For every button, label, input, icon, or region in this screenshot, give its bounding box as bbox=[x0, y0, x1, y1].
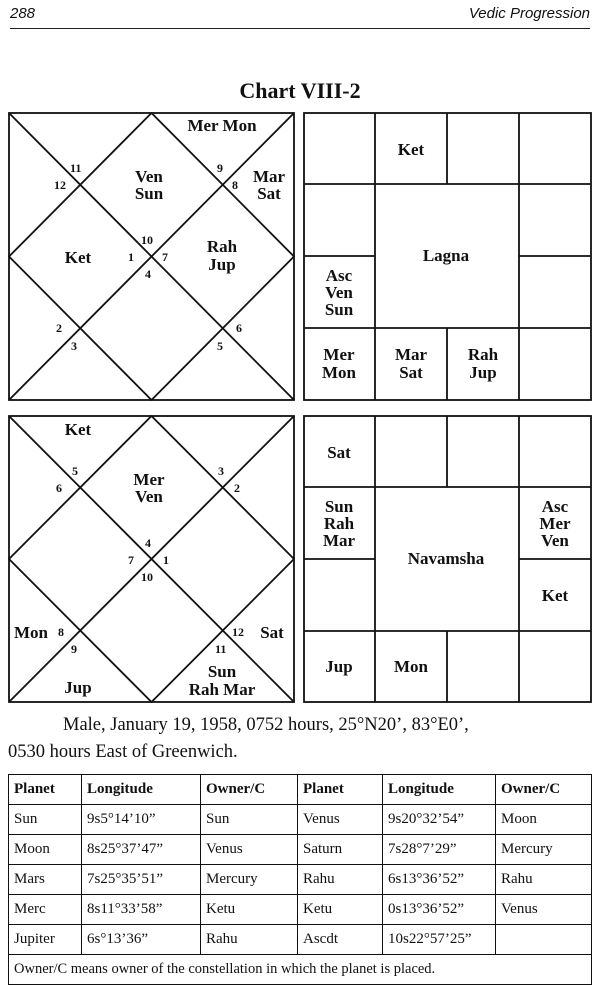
table-cell: Rahu bbox=[298, 865, 383, 895]
table-cell: 9s5°14’10” bbox=[82, 805, 201, 835]
sign-number: 5 bbox=[72, 464, 78, 478]
table-cell: Sun bbox=[9, 805, 82, 835]
house-planets: Sun bbox=[134, 184, 164, 203]
cell-planet: Ven bbox=[325, 283, 353, 302]
table-header-row bbox=[9, 775, 592, 805]
table-cell: Rahu bbox=[496, 865, 592, 895]
table-row bbox=[9, 865, 592, 895]
cell-planet: Mar bbox=[394, 345, 428, 364]
page-number: 288 bbox=[10, 5, 36, 22]
center-label: Navamsha bbox=[407, 549, 485, 568]
sign-number: 6 bbox=[56, 481, 62, 495]
house-planets: Jup bbox=[64, 678, 92, 697]
sign-number: 9 bbox=[217, 161, 223, 175]
cell-planet: Asc bbox=[541, 497, 569, 516]
table-cell: Ascdt bbox=[298, 925, 383, 955]
table-cell: Mercury bbox=[496, 835, 592, 865]
table-cell: Venus bbox=[496, 895, 592, 925]
cell-planet: Sat bbox=[327, 443, 351, 462]
navamsha-north-chart bbox=[8, 415, 295, 703]
house-planets: Mar bbox=[252, 167, 286, 186]
cell-planet: Sun bbox=[324, 300, 354, 319]
table-cell: Jupiter bbox=[9, 925, 82, 955]
table-cell: Venus bbox=[298, 805, 383, 835]
house-planets: Sun bbox=[207, 662, 237, 681]
sign-number: 6 bbox=[236, 321, 242, 335]
sign-number: 2 bbox=[56, 321, 62, 335]
house-planets: Ket bbox=[64, 248, 92, 267]
navamsha-south-chart bbox=[303, 415, 592, 703]
sign-number: 12 bbox=[54, 178, 66, 192]
sign-number: 11 bbox=[70, 161, 82, 175]
cell-planet: Rah bbox=[323, 514, 355, 533]
table-cell: Rahu bbox=[201, 925, 298, 955]
header-planet: Planet bbox=[9, 775, 82, 805]
sign-number: 3 bbox=[218, 464, 224, 478]
house-planets: Mer Mon bbox=[187, 116, 257, 135]
table-row bbox=[9, 925, 592, 955]
table-cell: 10s22°57’25” bbox=[383, 925, 496, 955]
sign-number: 10 bbox=[141, 570, 153, 584]
birth-details-line-1: Male, January 19, 1958, 0752 hours, 25°N20’, 83°E0’, bbox=[63, 715, 469, 735]
book-title: Vedic Progression bbox=[468, 5, 590, 22]
table-row bbox=[9, 835, 592, 865]
sign-number: 9 bbox=[71, 642, 77, 656]
sign-number: 11 bbox=[215, 642, 227, 656]
sign-number: 4 bbox=[145, 536, 151, 550]
cell-planet: Ket bbox=[541, 586, 569, 605]
header-longitude: Longitude bbox=[82, 775, 201, 805]
table-cell: 9s20°32’54” bbox=[383, 805, 496, 835]
sign-number: 10 bbox=[141, 233, 153, 247]
house-planets: Sat bbox=[257, 184, 281, 203]
table-cell: Ketu bbox=[201, 895, 298, 925]
cell-planet: Jup bbox=[325, 657, 353, 676]
sign-number: 1 bbox=[163, 553, 169, 567]
cell-planet: Ven bbox=[541, 531, 569, 550]
house-planets: Rah bbox=[206, 237, 238, 256]
page-header bbox=[10, 2, 590, 29]
chart-title: Chart VIII-2 bbox=[239, 78, 361, 103]
sign-number: 1 bbox=[128, 250, 134, 264]
house-planets: Ven bbox=[135, 167, 163, 186]
table-cell bbox=[496, 925, 592, 955]
table-cell: Moon bbox=[9, 835, 82, 865]
table-row bbox=[9, 805, 592, 835]
cell-planet: Sat bbox=[399, 363, 423, 382]
table-cell: Mars bbox=[9, 865, 82, 895]
birth-details bbox=[8, 712, 598, 766]
house-planets: Sat bbox=[260, 623, 284, 642]
cell-planet: Mar bbox=[322, 531, 356, 550]
sign-number: 3 bbox=[71, 339, 77, 353]
table-cell: 6s°13’36” bbox=[82, 925, 201, 955]
cell-planet: Mer bbox=[539, 514, 571, 533]
header-owner: Owner/C bbox=[496, 775, 592, 805]
cell-planet: Rah bbox=[467, 345, 499, 364]
table-cell: 7s28°7’29” bbox=[383, 835, 496, 865]
sign-number: 8 bbox=[58, 625, 64, 639]
table-cell: 6s13°36’52” bbox=[383, 865, 496, 895]
house-planets: Mer bbox=[133, 470, 165, 489]
table-cell: Saturn bbox=[298, 835, 383, 865]
header-planet: Planet bbox=[298, 775, 383, 805]
cell-planet: Ket bbox=[397, 140, 425, 159]
table-cell: Sun bbox=[201, 805, 298, 835]
table-cell: 8s25°37’47” bbox=[82, 835, 201, 865]
center-label: Lagna bbox=[422, 246, 470, 265]
sign-number: 8 bbox=[232, 178, 238, 192]
table-note: Owner/C means owner of the constellation in which the planet is placed. bbox=[9, 955, 592, 985]
table-note-row bbox=[9, 955, 592, 985]
cell-planet: Mer bbox=[323, 345, 355, 364]
sign-number: 5 bbox=[217, 339, 223, 353]
cell-planet: Asc bbox=[325, 266, 353, 285]
sign-number: 2 bbox=[234, 481, 240, 495]
header-longitude: Longitude bbox=[383, 775, 496, 805]
table-cell: Merc bbox=[9, 895, 82, 925]
table-cell: 7s25°35’51” bbox=[82, 865, 201, 895]
cell-planet: Mon bbox=[322, 363, 356, 382]
cell-planet: Jup bbox=[469, 363, 497, 382]
rasi-north-chart bbox=[8, 112, 295, 401]
planet-longitude-table bbox=[8, 774, 592, 985]
header-owner: Owner/C bbox=[201, 775, 298, 805]
table-cell: Moon bbox=[496, 805, 592, 835]
sign-number: 4 bbox=[145, 267, 151, 281]
table-cell: 8s11°33’58” bbox=[82, 895, 201, 925]
cell-planet: Sun bbox=[324, 497, 354, 516]
house-planets: Mon bbox=[14, 623, 48, 642]
sign-number: 7 bbox=[162, 250, 168, 264]
birth-details-line-2: 0530 hours East of Greenwich. bbox=[8, 742, 238, 762]
table-cell: Venus bbox=[201, 835, 298, 865]
sign-number: 12 bbox=[232, 625, 244, 639]
rasi-south-chart bbox=[303, 112, 592, 401]
sign-number: 7 bbox=[128, 553, 134, 567]
house-planets: Jup bbox=[208, 255, 236, 274]
table-cell: Mercury bbox=[201, 865, 298, 895]
house-planets: Ket bbox=[64, 420, 92, 439]
house-planets: Rah Mar bbox=[188, 680, 256, 699]
house-planets: Ven bbox=[135, 487, 163, 506]
table-cell: Ketu bbox=[298, 895, 383, 925]
cell-planet: Mon bbox=[394, 657, 428, 676]
table-cell: 0s13°36’52” bbox=[383, 895, 496, 925]
table-row bbox=[9, 895, 592, 925]
